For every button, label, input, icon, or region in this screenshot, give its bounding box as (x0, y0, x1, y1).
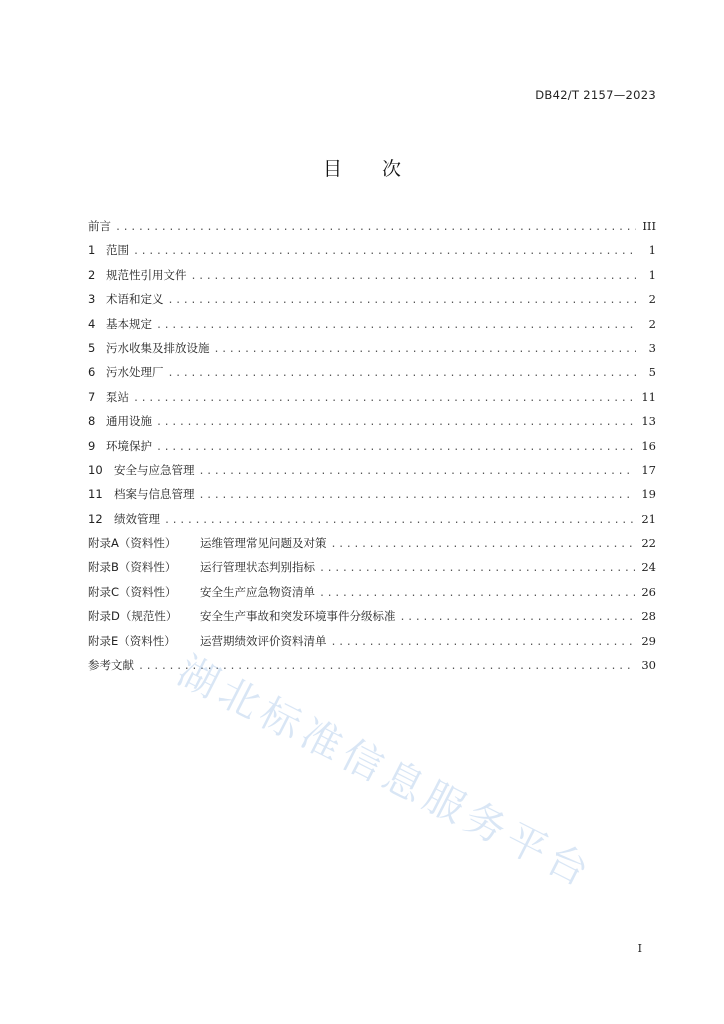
toc-entry-title: 安全生产应急物资清单 (200, 584, 315, 599)
toc-entry-number: 附录E（资料性） (88, 633, 176, 648)
toc-leader-dots (156, 442, 635, 453)
toc-entry-6[interactable] (88, 364, 656, 388)
toc-entry-number: 附录D（规范性） (88, 609, 178, 624)
toc-entry-number: 1 (88, 243, 96, 258)
toc-entry-number: 4 (88, 316, 96, 331)
toc-entry-title: 基本规定 (106, 316, 152, 331)
toc-entry-number: 8 (88, 414, 96, 429)
toc-entry-number: 11 (88, 487, 103, 502)
page-title (0, 154, 724, 181)
toc-entry-number: 7 (88, 389, 96, 404)
toc-entry-number: 12 (88, 511, 103, 526)
toc-entry-bibliography[interactable] (88, 657, 656, 681)
toc-entry-number: 附录A（资料性） (88, 536, 177, 551)
toc-entry-title: 范围 (106, 243, 129, 258)
toc-entry-7[interactable] (88, 389, 656, 413)
toc-page-number: 28 (641, 609, 656, 624)
toc-entry-8[interactable] (88, 413, 656, 437)
toc-page-number: 1 (648, 243, 656, 258)
toc-entry-12[interactable] (88, 511, 656, 535)
toc-page-number: 2 (648, 292, 656, 307)
toc-entry-annex-e[interactable] (88, 633, 656, 657)
toc-page-number: 3 (648, 340, 656, 355)
toc-entry-title: 通用设施 (106, 414, 152, 429)
toc-page-number: 22 (641, 536, 656, 551)
toc-leader-dots (115, 222, 636, 233)
toc-entry-number: 5 (88, 340, 96, 355)
toc-page-number: 29 (641, 633, 656, 648)
toc-page-number: 1 (648, 267, 656, 282)
toc-leader-dots (319, 588, 635, 599)
toc-entry-4[interactable] (88, 316, 656, 340)
title-char-1: 目 (322, 158, 342, 180)
toc-leader-dots (191, 271, 637, 282)
toc-entry-number: 附录B（资料性） (88, 560, 177, 575)
toc-leader-dots (199, 466, 636, 477)
toc-leader-dots (156, 417, 635, 428)
toc-page-number: 21 (641, 511, 656, 526)
toc-entry-title: 规范性引用文件 (106, 267, 187, 282)
toc-leader-dots (133, 246, 636, 257)
toc-entry-title: 污水收集及排放设施 (106, 340, 210, 355)
table-of-contents (88, 218, 656, 681)
toc-entry-title: 泵站 (106, 389, 129, 404)
toc-leader-dots (331, 539, 636, 550)
toc-leader-dots (199, 490, 636, 501)
toc-entry-title: 参考文献 (88, 658, 134, 673)
watermark: 湖北标准信息服务平台 (170, 648, 601, 898)
toc-page-number: 24 (641, 560, 656, 575)
toc-leader-dots (133, 393, 635, 404)
toc-entry-title: 绩效管理 (114, 511, 160, 526)
toc-page-number: 2 (648, 316, 656, 331)
toc-entry-number: 9 (88, 438, 96, 453)
toc-entry-annex-d[interactable] (88, 608, 656, 632)
page-number: I (637, 942, 642, 955)
toc-page-number: 16 (641, 438, 656, 453)
toc-entry-title: 前言 (88, 219, 111, 233)
toc-entry-3[interactable] (88, 291, 656, 315)
toc-entry-title: 安全生产事故和突发环境事件分级标准 (200, 609, 396, 624)
toc-entry-title: 运维管理常见问题及对策 (200, 536, 327, 551)
toc-leader-dots (168, 295, 637, 306)
toc-page-number: 19 (641, 487, 656, 502)
toc-entry-title: 运行管理状态判别指标 (200, 560, 315, 575)
toc-entry-title: 环境保护 (106, 438, 152, 453)
toc-entry-5[interactable] (88, 340, 656, 364)
toc-entry-annex-c[interactable] (88, 584, 656, 608)
toc-entry-2[interactable] (88, 267, 656, 291)
toc-leader-dots (164, 515, 635, 526)
toc-leader-dots (214, 344, 637, 355)
toc-leader-dots (168, 368, 637, 379)
toc-leader-dots (319, 563, 635, 574)
toc-entry-9[interactable] (88, 438, 656, 462)
toc-entry-11[interactable] (88, 486, 656, 510)
toc-entry-title: 安全与应急管理 (114, 462, 195, 477)
toc-page-number: 11 (641, 389, 656, 404)
toc-leader-dots (400, 612, 636, 623)
toc-page-number: 17 (641, 462, 656, 477)
toc-entry-number: 3 (88, 292, 96, 307)
toc-entry-number: 2 (88, 267, 96, 282)
toc-page-number: III (642, 219, 656, 233)
toc-leader-dots (138, 661, 635, 672)
toc-entry-title: 术语和定义 (106, 292, 164, 307)
toc-entry-title: 运营期绩效评价资料清单 (200, 633, 327, 648)
title-char-2: 次 (382, 158, 402, 180)
toc-page-number: 26 (641, 584, 656, 599)
toc-entry-annex-b[interactable] (88, 559, 656, 583)
toc-entry-title: 污水处理厂 (106, 365, 164, 380)
toc-entry-1[interactable] (88, 242, 656, 266)
standard-code: DB42/T 2157—2023 (535, 88, 656, 102)
toc-entry-10[interactable] (88, 462, 656, 486)
toc-page-number: 13 (641, 414, 656, 429)
toc-leader-dots (331, 637, 636, 648)
toc-page-number: 5 (648, 365, 656, 380)
toc-entry-number: 10 (88, 462, 103, 477)
toc-entry-title: 档案与信息管理 (114, 487, 195, 502)
toc-entry-number: 6 (88, 365, 96, 380)
toc-page-number: 30 (641, 658, 656, 673)
toc-leader-dots (156, 320, 636, 331)
toc-entry-preface[interactable] (88, 218, 656, 242)
toc-entry-number: 附录C（资料性） (88, 584, 177, 599)
toc-entry-annex-a[interactable] (88, 535, 656, 559)
